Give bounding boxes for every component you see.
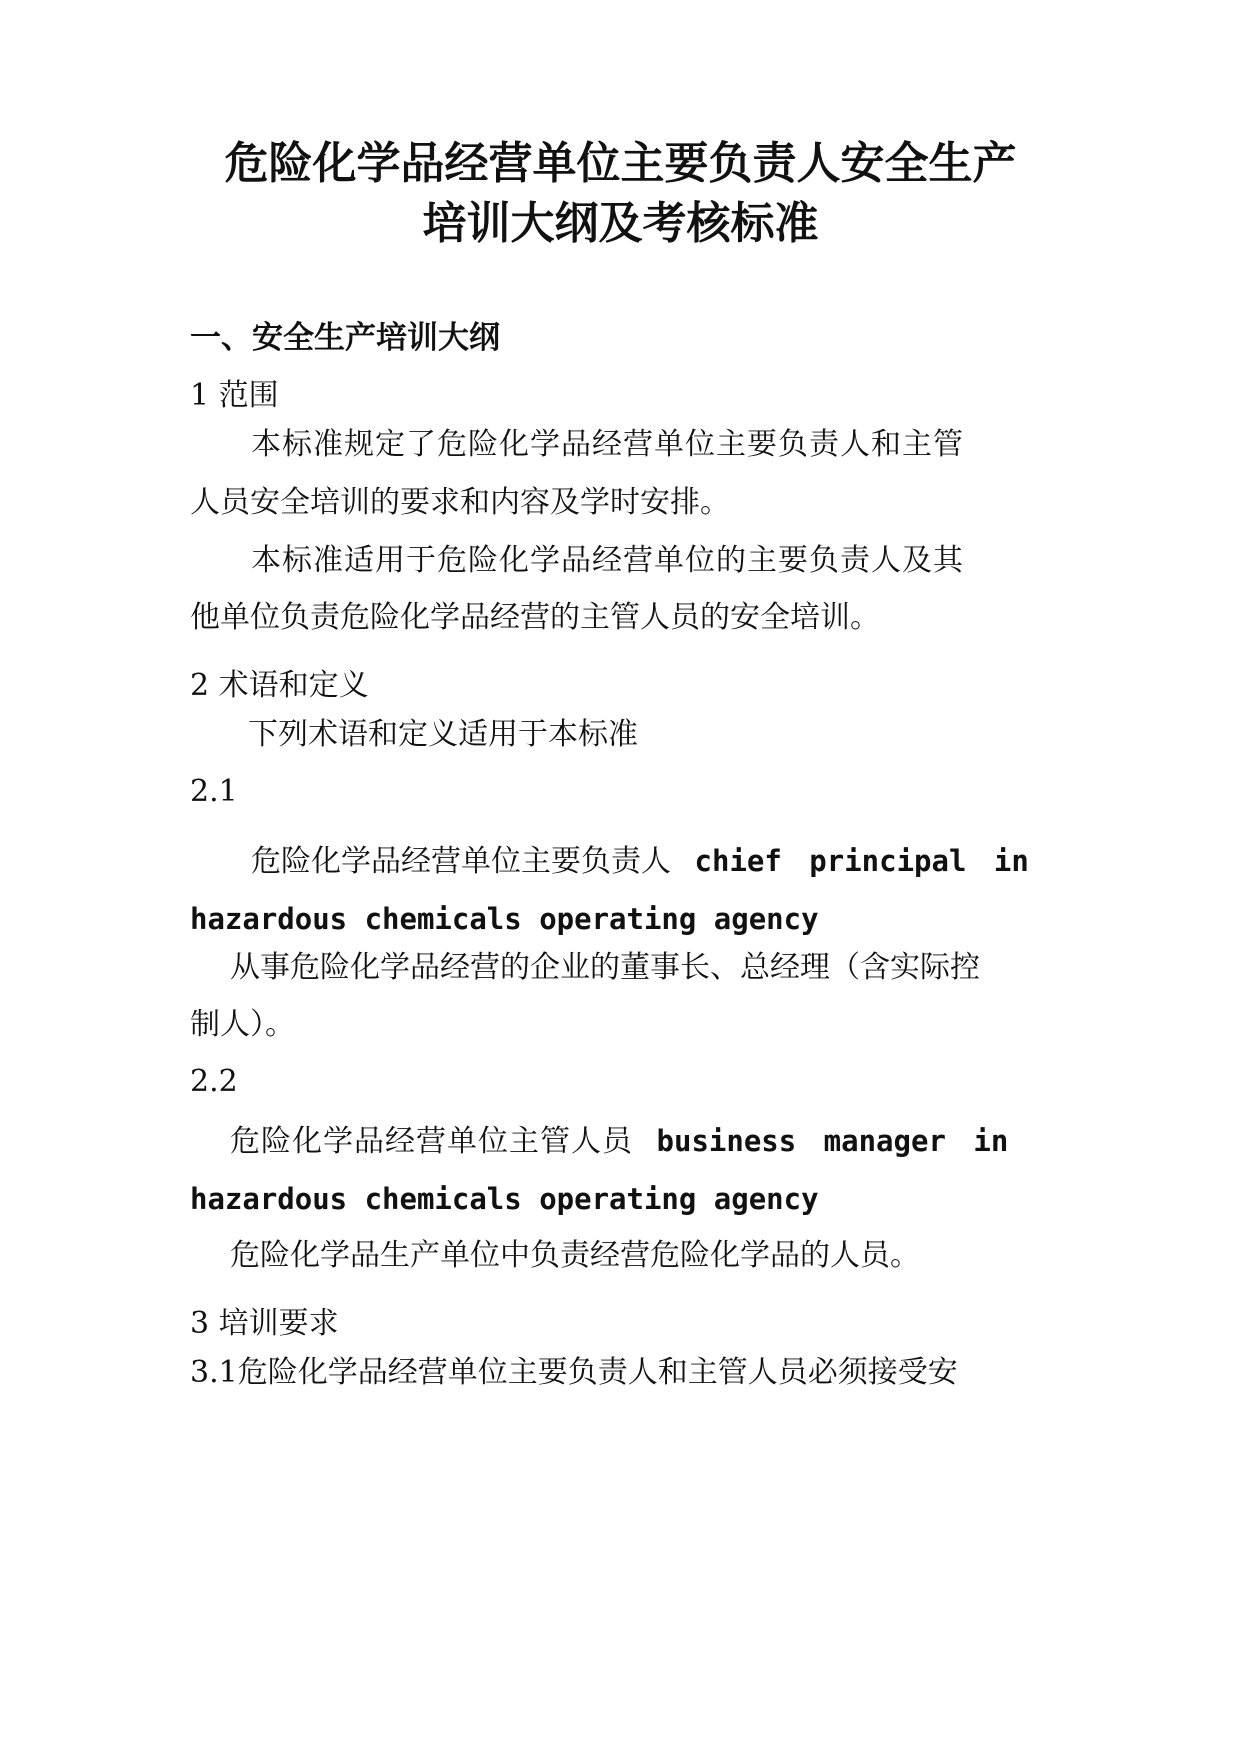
term-2-2-title <box>230 1121 1008 1162</box>
term-2-1-english-name-part-1: chief principal in <box>694 844 1029 878</box>
term-2-1-number: 2.1 <box>190 774 238 809</box>
term-2-2-definition: 危险化学品生产单位中负责经营危险化学品的人员。 <box>230 1238 920 1273</box>
scope-paragraph-1-line-1: 本标准规定了危险化学品经营单位主要负责人和主管 <box>251 427 964 462</box>
clause-heading-scope: 1 范围 <box>190 378 279 413</box>
clause-heading-terms: 2 术语和定义 <box>190 668 369 703</box>
term-2-2-number: 2.2 <box>190 1064 238 1099</box>
term-2-1-chinese-name: 危险化学品经营单位主要负责人 <box>251 844 671 879</box>
term-2-2-chinese-name: 危险化学品经营单位主管人员 <box>230 1124 633 1159</box>
clause-heading-training-requirements: 3 培训要求 <box>190 1306 339 1341</box>
term-2-1-definition-line-1: 从事危险化学品经营的企业的董事长、总经理（含实际控 <box>230 950 980 985</box>
document-title-line-1: 危险化学品经营单位主要负责人安全生产 <box>224 138 1017 189</box>
terms-intro: 下列术语和定义适用于本标准 <box>248 717 638 752</box>
term-2-2-english-name-part-2: hazardous chemicals operating agency <box>190 1182 819 1216</box>
term-2-1-english-name-part-2: hazardous chemicals operating agency <box>190 902 819 936</box>
scope-paragraph-2-line-2: 他单位负责危险化学品经营的主管人员的安全培训。 <box>190 600 880 635</box>
term-2-1-definition-line-2: 制人）。 <box>190 1007 295 1042</box>
section-heading-training-outline: 一、安全生产培训大纲 <box>190 320 500 356</box>
requirement-3-1-line-1: 3.1危险化学品经营单位主要负责人和主管人员必须接受安 <box>190 1355 958 1390</box>
scope-paragraph-1-line-2: 人员安全培训的要求和内容及学时安排。 <box>190 485 730 520</box>
term-2-2-english-name-part-1: business manager in <box>656 1124 1009 1158</box>
document-title-line-2: 培训大纲及考核标准 <box>422 198 819 249</box>
scope-paragraph-2-line-1: 本标准适用于危险化学品经营单位的主要负责人及其 <box>251 543 964 578</box>
term-2-1-title <box>251 841 1029 882</box>
